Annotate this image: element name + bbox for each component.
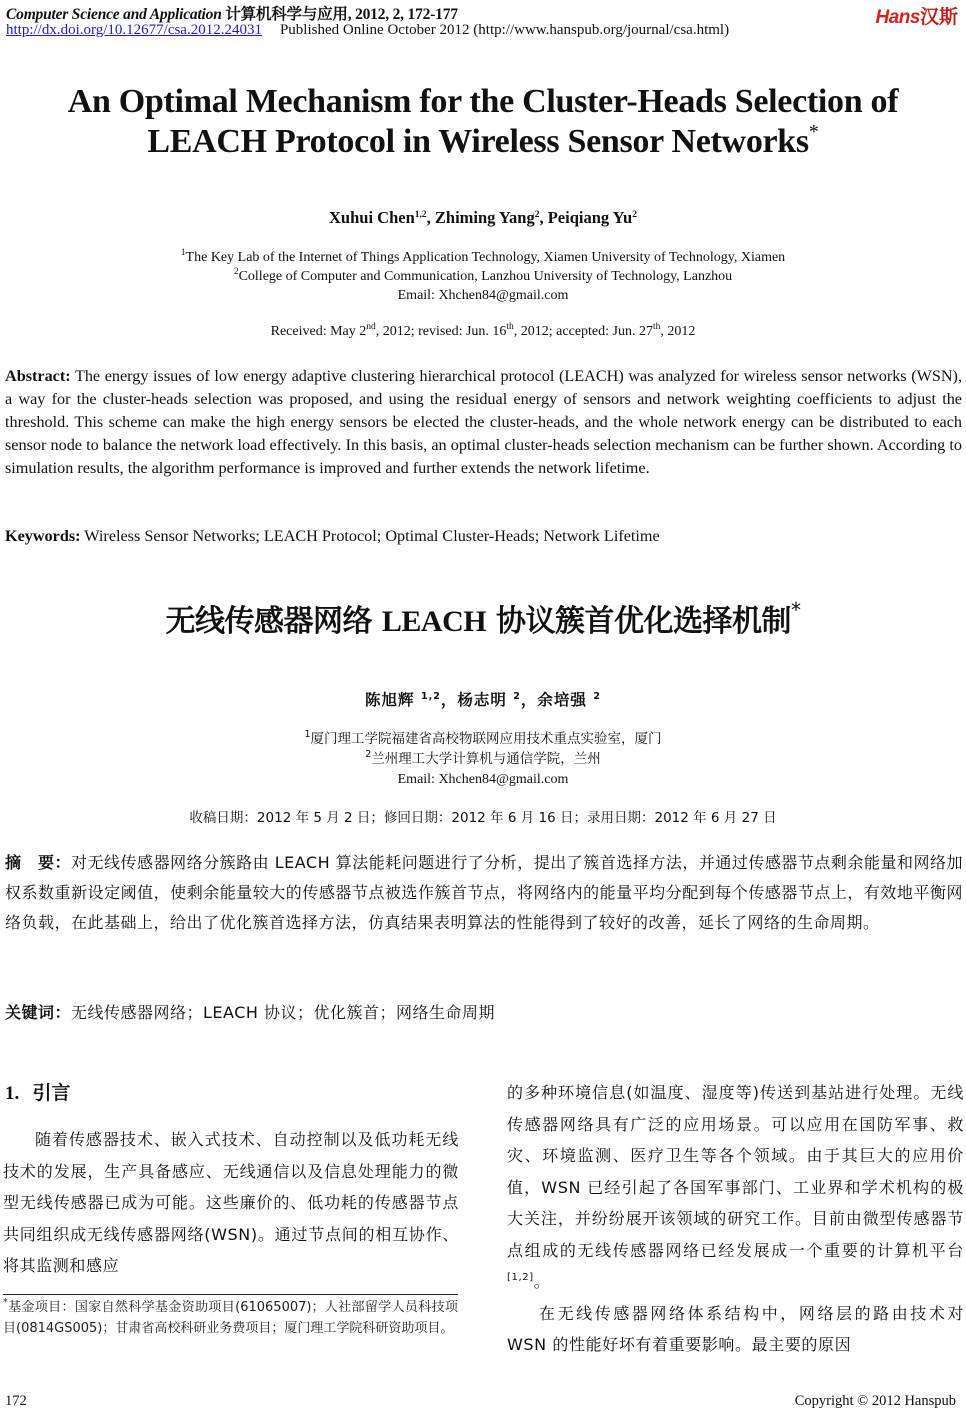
section-number: 1. — [5, 1083, 20, 1104]
title-footnote-mark: * — [791, 598, 801, 622]
email-cn: Email: Xhchen84@gmail.com — [397, 772, 569, 787]
abstract-cn — [5, 848, 963, 938]
affil-sup: 2 — [365, 749, 372, 760]
intro-paragraph-2: 在无线传感器网络体系结构中，网络层的路由技术对 WSN 的性能好坏有着重要影响。最主要的原因 — [507, 1303, 964, 1354]
email-en: Email: Xhchen84@gmail.com — [397, 288, 569, 303]
section-heading — [5, 1078, 71, 1105]
keywords-label: Keywords: — [5, 527, 81, 545]
footnote-rule — [3, 1294, 458, 1295]
paragraph-end: 。 — [533, 1272, 551, 1291]
revised-date: , 2012; revised: Jun. 16 — [375, 324, 507, 339]
ordinal-sup: nd — [366, 322, 376, 332]
keywords-label-cn: 关键词： — [5, 1003, 72, 1022]
paper-title-en — [0, 82, 966, 162]
authors-en: Xuhui Chen$^{1,2}$, Zhiming Yang$^2$, Peiqiang Yu$^2$ — [329, 208, 637, 227]
abstract-label: Abstract: — [5, 367, 71, 385]
author-affil-sup: 2 — [593, 691, 601, 702]
publication-line — [6, 22, 729, 39]
title-line-1: An Optimal Mechanism for the Cluster-Heads Selection of — [67, 83, 899, 120]
abstract-text: The energy issues of low energy adaptive clustering hierarchical protocol (LEACH) was analyzed for wireless sensor networks (WSN), a way for the cluster-heads selection was proposed, and using the residual energy of sensors and network weighting coefficients to adjust the threshold. This scheme can make the high energy sensors be elected the cluster-heads, and the whole network energy can be distributed to each sensor node to balance the network load effectively. In this basis, an optimal cluster-heads selection mechanism can be further shown. According to simulation results, the algorithm performance is improved and further extends the network lifetime. — [5, 367, 962, 477]
author-name: 余培强 — [537, 691, 587, 709]
paper-title-cn — [0, 596, 966, 640]
author-affil-sup: 2 — [632, 210, 637, 220]
affiliation-en-1 — [0, 248, 966, 267]
affiliation-cn-1 — [0, 730, 966, 749]
affil-text: College of Computer and Communication, Lanzhou University of Technology, Lanzhou — [238, 269, 733, 284]
abstract-text-cn: 对无线传感器网络分簇路由 LEACH 算法能耗问题进行了分析，提出了簇首选择方法，并通过传感器节点剩余能量和网络加权系数重新设定阈值，使剩余能量较大的传感器节点被选作簇首节点，将网络内的能量平均分配到每个传感器节点上，有效地平衡网络负载，在此基础上，给出了优化簇首选择方法，仿真结果表明算法的性能得到了较好的改善，延长了网络的生命周期。 — [5, 853, 963, 932]
affil-sup: 1 — [304, 729, 311, 740]
author-affil-sup: 1,2 — [414, 210, 427, 220]
keywords-en — [5, 525, 962, 548]
left-column — [3, 1124, 459, 1282]
affil-sup: 2 — [233, 267, 239, 277]
abstract-label-cn: 摘 要： — [5, 853, 72, 872]
received-date: Received: May 2 — [270, 324, 367, 339]
funding-footnote — [3, 1298, 458, 1339]
keywords-text-cn: 无线传感器网络；LEACH 协议；优化簇首；网络生命周期 — [71, 1003, 495, 1022]
author-name: Peiqiang Yu — [547, 208, 633, 227]
page-number: 172 — [5, 1393, 27, 1409]
abstract-en — [5, 365, 962, 480]
author-affil-sup: 2 — [513, 691, 521, 702]
title-cn-part: 协议簇首优化选择机制 — [486, 604, 792, 639]
affil-text: 兰州理工大学计算机与通信学院，兰州 — [371, 751, 601, 767]
affil-text: 厦门理工学院福建省高校物联网应用技术重点实验室，厦门 — [310, 731, 662, 747]
accepted-date: , 2012; accepted: Jun. 27 — [513, 324, 653, 339]
author-affil-sup: 2 — [534, 210, 540, 220]
journal-name-en: Computer Science and Application — [6, 6, 222, 23]
author-name: 陈旭辉 — [365, 691, 415, 709]
footnote-mark: * — [3, 1297, 8, 1308]
published-online: Published Online October 2012 (http://www.hanspub.org/journal/csa.html) — [279, 22, 730, 38]
citation-ref[interactable]: [1,2] — [507, 1272, 534, 1283]
title-line-2: LEACH Protocol in Wireless Sensor Networks — [147, 123, 809, 160]
logo-latin: Hans — [875, 7, 920, 28]
dates-en — [0, 322, 966, 341]
intro-paragraph-cont — [507, 1077, 964, 1298]
dates-cn: 收稿日期：2012 年 5 月 2 日；修回日期：2012 年 6 月 16 日；录用日期：2012 年 6 月 27 日 — [189, 810, 777, 826]
affil-sup: 1 — [180, 248, 186, 258]
paragraph-text: 的多种环境信息(如温度、湿度等)传送到基站进行处理。无线传感器网络具有广泛的应用场景。可以应用在国防军事、救灾、环境监测、医疗卫生等各个领域。由于其巨大的应用价值，WSN 已经引起了各国军事部门、工业界和学术机构的极大关注，并纷纷展开该领域的研究工作。目前由微型传感器节点组成的无线传感器网络已经发展成一个重要的计算机平台 — [507, 1083, 964, 1260]
keywords-cn — [5, 998, 963, 1028]
affiliation-cn-2 — [0, 750, 966, 769]
title-footnote-mark: * — [808, 121, 819, 143]
title-cn-latin: LEACH — [381, 605, 487, 638]
intro-paragraph: 随着传感器技术、嵌入式技术、自动控制以及低功耗无线技术的发展，生产具备感应、无线通信以及信息处理能力的微型无线传感器已成为可能。这些廉价的、低功耗的传感器节点共同组织成无线传感器网络(WSN)。通过节点间的相互协作、将其监测和感应 — [3, 1130, 459, 1275]
hans-logo — [876, 2, 958, 29]
keywords-text: Wireless Sensor Networks; LEACH Protocol; Optimal Cluster-Heads; Network Lifetime — [84, 527, 660, 545]
ordinal-sup: th — [506, 322, 514, 332]
right-column — [507, 1077, 964, 1361]
affiliation-en-2 — [0, 267, 966, 286]
author-name: Xuhui Chen — [329, 208, 415, 227]
author-name: Zhiming Yang — [434, 208, 535, 227]
footnote-text: 基金项目：国家自然科学基金资助项目(61065007)；人社部留学人员科技项目(0814GS005)；甘肃省高校科研业务费项目；厦门理工学院科研资助项目。 — [3, 1300, 458, 1336]
section-title: 引言 — [32, 1082, 71, 1104]
journal-issue: , 2012, 2, 172-177 — [347, 6, 458, 23]
doi-link[interactable]: http://dx.doi.org/10.12677/csa.2012.24031 — [6, 22, 262, 38]
journal-header — [6, 2, 458, 24]
affil-text: The Key Lab of the Internet of Things Application Technology, Xiamen University of Technology, Xiamen — [185, 250, 786, 265]
journal-name-cn: 计算机科学与应用 — [225, 6, 348, 23]
author-affil-sup: 1,2 — [420, 691, 441, 702]
copyright: Copyright © 2012 Hanspub — [794, 1393, 956, 1409]
title-cn-part: 无线传感器网络 — [165, 604, 382, 639]
authors-cn: 陈旭辉 $^{1,2}$，杨志明 $^2$，余培强 $^2$ — [365, 691, 601, 709]
date-tail: , 2012 — [660, 324, 696, 339]
ordinal-sup: th — [652, 322, 661, 332]
logo-cn: 汉斯 — [919, 6, 958, 28]
author-name: 杨志明 — [457, 691, 507, 709]
